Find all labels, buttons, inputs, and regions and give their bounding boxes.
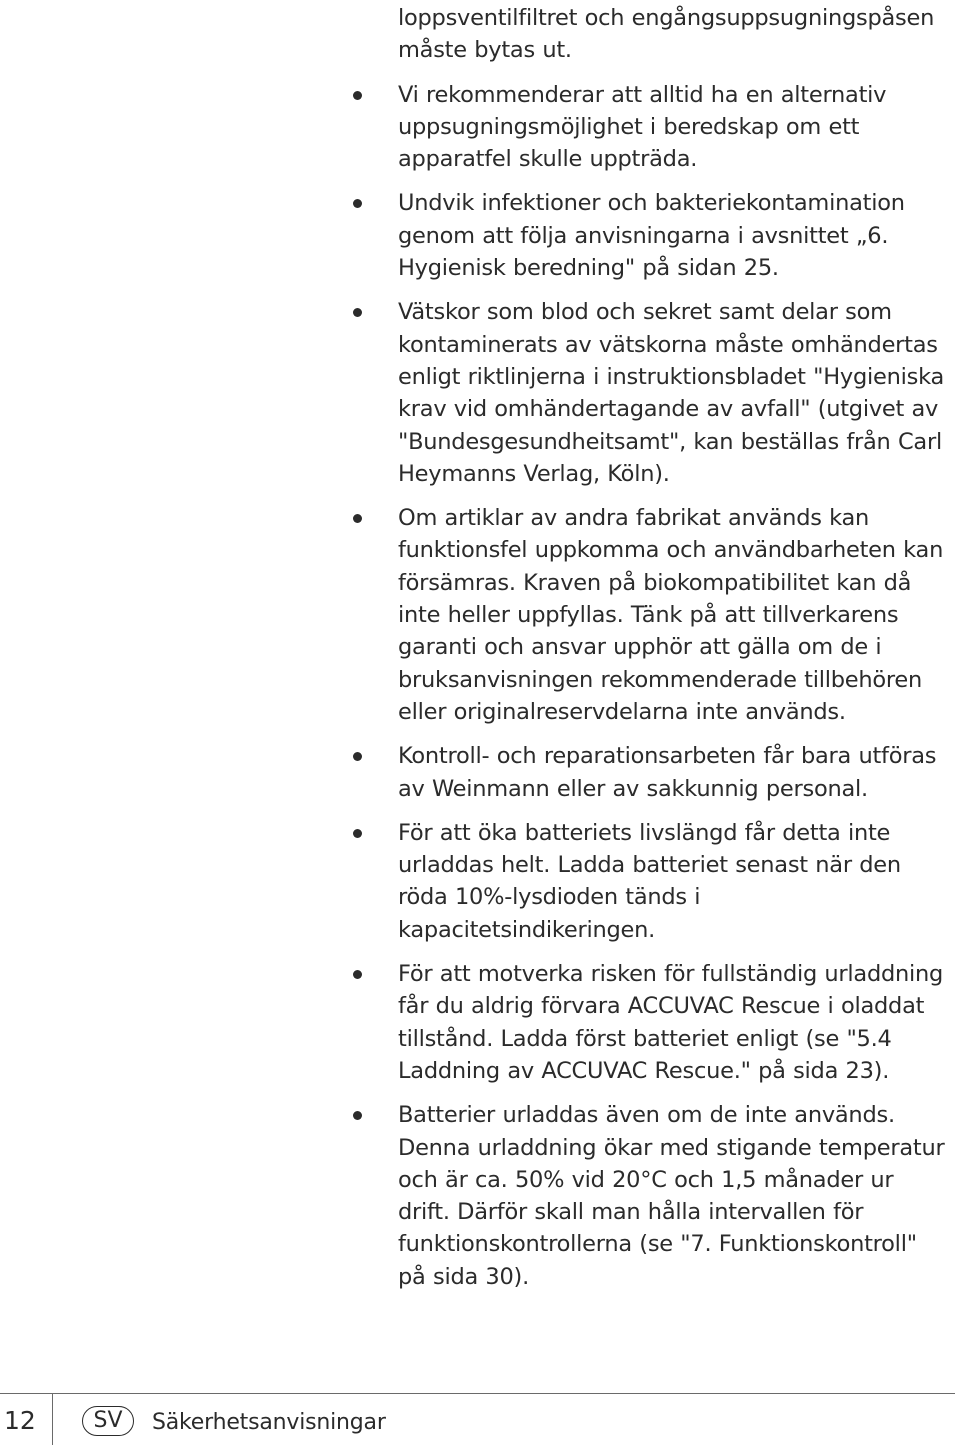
bullet-item: [398, 296, 950, 490]
footer-vertical-divider: [52, 1394, 53, 1445]
bullet-text: Vi rekommenderar att alltid ha en alternativ uppsugningsmöjlighet i beredskap om ett apparatfel skulle uppträda.: [398, 81, 887, 173]
bullet-text: För att motverka risken för fullständig urladdning får du aldrig förvara ACCUVAC Rescue i oladdat tillstånd. Ladda först batteriet enligt (se "5.4 Laddning av ACCUVAC Rescue." på sida 23).: [398, 961, 944, 1084]
main-content: [398, 2, 950, 1305]
page-number: 12: [4, 1406, 36, 1435]
bullet-text: Batterier urladdas även om de inte används. Denna urladdning ökar med stigande temperatur och är ca. 50% vid 20°C och 1,5 månader ur drift. Därför skall man hålla intervallen för funktionskontrollerna (se "7. Funktionskontroll" på sida 30).: [398, 1102, 945, 1290]
bullet-text: Om artiklar av andra fabrikat används kan funktionsfel uppkomma och användbarheten kan försämras. Kraven på biokompatibilitet kan då inte heller uppfyllas. Tänk på att tillverkarens garanti och ansvar upphör att gälla om de i bruksanvisningen rekommenderade tillbehören eller originalreservdelarna inte används.: [398, 505, 944, 725]
bullet-text: Undvik infektioner och bakteriekontamination genom att följa anvisningarna i avsnittet „6. Hygienisk beredning" på sidan 25.: [398, 190, 905, 282]
bullet-icon: [353, 308, 362, 317]
continuation-paragraph: loppsventilfiltret och engångsuppsugningspåsen måste bytas ut.: [398, 5, 935, 64]
bullet-text: Kontroll- och reparationsarbeten får bara utföras av Weinmann eller av sakkunnig personal.: [398, 743, 937, 802]
footer-divider: [0, 1393, 955, 1394]
bullet-text: För att öka batteriets livslängd får detta inte urladdas helt. Ladda batteriet senast när den röda 10%-lysdioden tänds i kapacitetsindikeringen.: [398, 819, 901, 943]
bullet-item: [398, 740, 950, 805]
bullet-icon: [353, 91, 362, 100]
bullet-item: [398, 1099, 950, 1293]
bullet-item: [398, 958, 950, 1087]
bullet-icon: [353, 199, 362, 208]
language-badge: SV: [82, 1406, 134, 1436]
bullet-item: [398, 817, 950, 946]
bullet-icon: [353, 1111, 362, 1120]
bullet-item: [398, 502, 950, 728]
bullet-icon: [353, 829, 362, 838]
bullet-item: [398, 79, 950, 176]
bullet-text: Vätskor som blod och sekret samt delar som kontaminerats av vätskorna måste omhändertas enligt riktlinjerna i instruktionsbladet "Hygieniska krav vid omhändertagande av avfall" (utgivet av "Bundesgesundheitsamt", kan beställas från Carl Heymanns Verlag, Köln).: [398, 299, 944, 487]
bullet-icon: [353, 514, 362, 523]
bullet-item: [398, 187, 950, 284]
footer-section-title: Säkerhetsanvisningar: [152, 1410, 386, 1435]
bullet-icon: [353, 752, 362, 761]
bullet-icon: [353, 970, 362, 979]
